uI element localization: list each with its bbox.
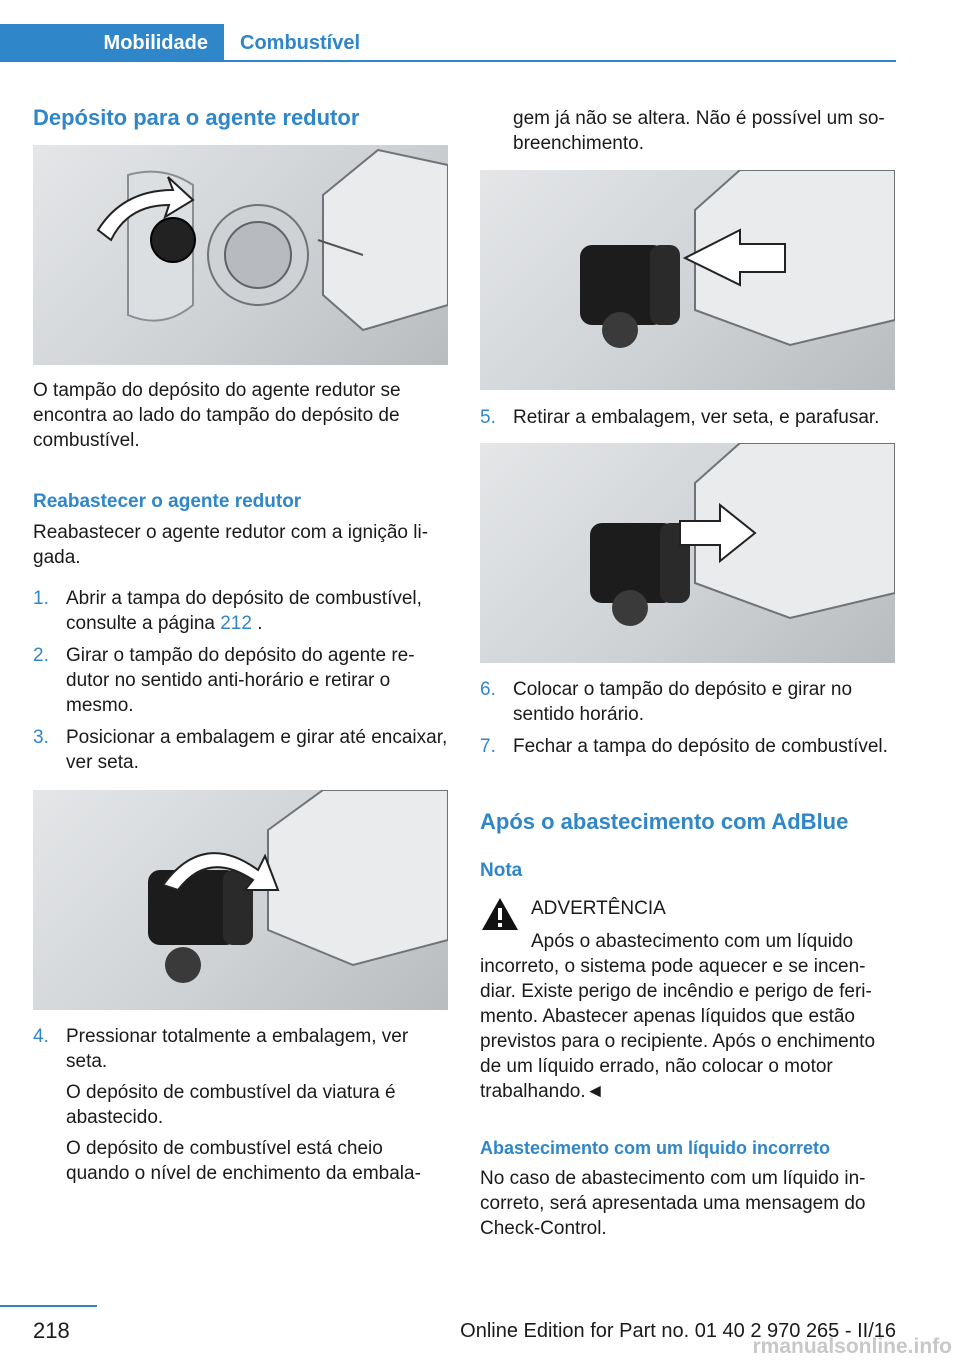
- page-number: 218: [33, 1318, 70, 1343]
- subheading-nota: Nota: [480, 860, 523, 881]
- step-number: 7.: [480, 736, 496, 757]
- footer-divider: [0, 1305, 97, 1307]
- list-item: [480, 677, 895, 727]
- page-link[interactable]: 212: [220, 613, 252, 634]
- steps-list-4: [33, 1024, 448, 1193]
- warning-title: ADVERTÊNCIA: [531, 898, 666, 919]
- warning-icon: [480, 896, 520, 932]
- section-heading-apos: Após o abastecimento com AdBlue: [480, 809, 849, 834]
- steps-list-1-3: [33, 586, 448, 782]
- step-number: 6.: [480, 679, 496, 700]
- tab-mobilidade[interactable]: Mobilidade: [0, 24, 224, 62]
- page-header: [0, 0, 960, 62]
- section-heading-deposito: Depósito para o agente redutor: [33, 105, 360, 130]
- step-number: 5.: [480, 407, 496, 428]
- figure-remove-container: [480, 170, 895, 390]
- step-number: 2.: [33, 645, 49, 666]
- step-text: Retirar a embalagem, ver seta, e parafusar.: [513, 407, 880, 428]
- warning-text: incorreto, o sistema pode aquecer e se incendiar. Existe perigo de incêndio e perigo de ferimento. Abastecer apenas líquidos que estão previstos para o recipiente. Após o enchimento de um líquido errado, não colocar o motor trabalhando.◄: [480, 956, 876, 1102]
- step-number: 4.: [33, 1026, 49, 1047]
- step-text: Posicionar a embalagem e girar até encaixar, ver seta.: [66, 727, 448, 773]
- step-number: 1.: [33, 588, 49, 609]
- step-note: O depósito de combustível está cheio quando o nível de enchimento da embala-: [66, 1138, 421, 1184]
- header-divider: [224, 60, 896, 62]
- figure-insert-container: [33, 790, 448, 1010]
- edition-info: Online Edition for Part no. 01 40 2 970 265 - II/16: [460, 1320, 896, 1342]
- steps-list-6-7: [480, 677, 895, 766]
- para-check-control: No caso de abastecimento com um líquido incorreto, será apresentada uma mensagem do Check-Control.: [480, 1168, 866, 1239]
- step-number: 3.: [33, 727, 49, 748]
- list-item: [33, 725, 448, 775]
- para-cap-location: O tampão do depósito do agente redutor se encontra ao lado do tampão do depósito de combustível.: [33, 380, 401, 451]
- steps-list-5: [480, 405, 895, 437]
- tab-combustivel[interactable]: Combustível: [240, 31, 361, 54]
- list-item: [480, 734, 895, 759]
- step-text: Abrir a tampa do depósito de combustível, consulte a página: [66, 588, 422, 634]
- list-item: [33, 1024, 448, 1186]
- watermark: rmanualsonline.info: [752, 1335, 952, 1358]
- figure-fuel-cap-open: [33, 145, 448, 365]
- list-item: [480, 405, 895, 430]
- step-text: Fechar a tampa do depósito de combustível.: [513, 736, 888, 757]
- step-text: Pressionar totalmente a embalagem, ver seta.: [66, 1026, 409, 1072]
- subheading-liquido-incorreto: Abastecimento com um líquido incorreto: [480, 1138, 831, 1158]
- step-text-end: .: [251, 613, 263, 634]
- list-item: [33, 586, 448, 636]
- step-text: Colocar o tampão do depósito e girar no sentido horário.: [513, 679, 853, 725]
- subheading-reabastecer: Reabastecer o agente redutor: [33, 491, 302, 512]
- step-text: Girar o tampão do depósito do agente redutor no sentido anti-horário e retirar o mesmo.: [66, 645, 415, 716]
- figure-screw-container: [480, 443, 895, 663]
- para-ignition: Reabastecer o agente redutor com a ignição ligada.: [33, 522, 429, 568]
- warning-text-first-line: Após o abastecimento com um líquido: [531, 931, 854, 952]
- para-continued: gem já não se altera. Não é possível um sobreenchimento.: [513, 108, 885, 154]
- step-note: O depósito de combustível da viatura é abastecido.: [66, 1082, 396, 1128]
- list-item: [33, 643, 448, 718]
